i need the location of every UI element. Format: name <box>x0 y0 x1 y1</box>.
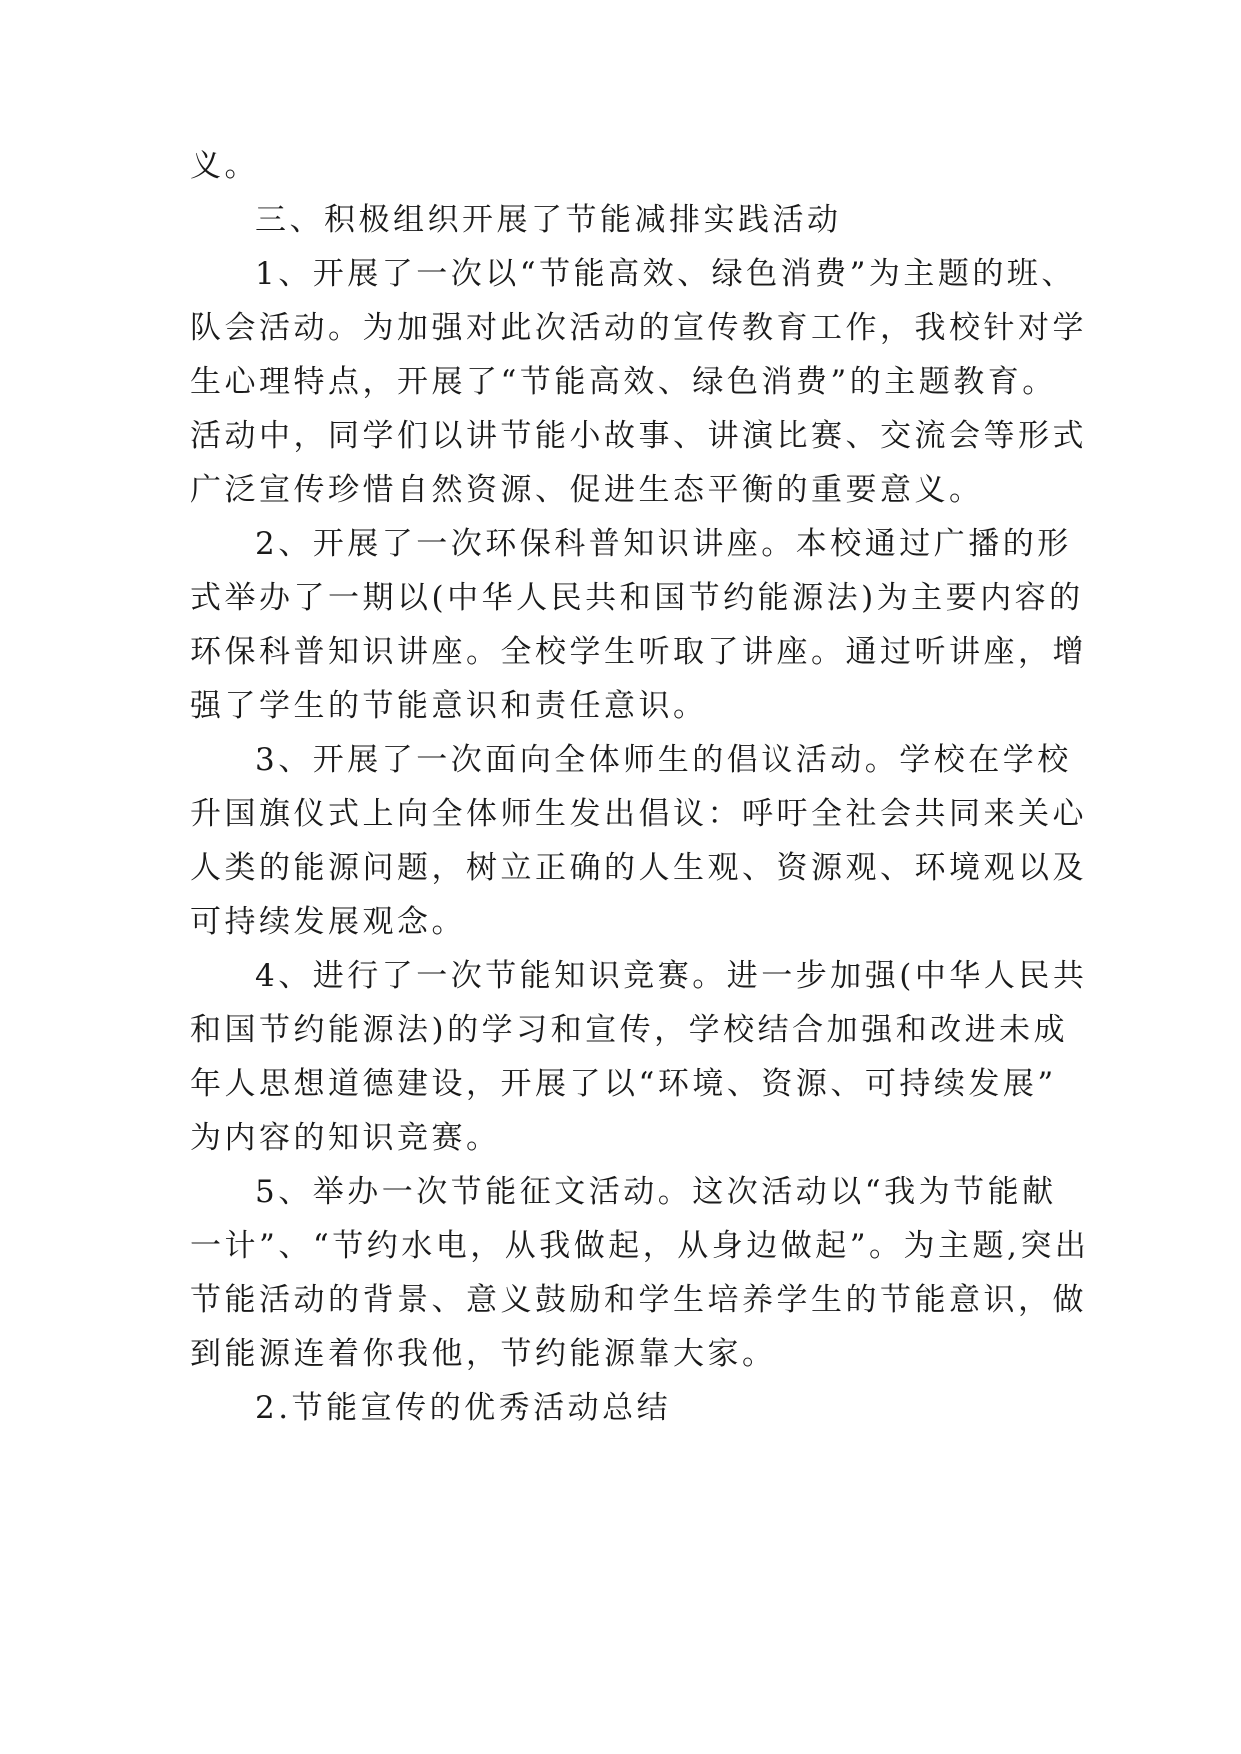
paragraph-line: 可持续发展观念。 <box>190 904 466 940</box>
paragraph-line: 生心理特点，开展了“节能高效、绿色消费”的主题教育。 <box>190 364 1057 400</box>
paragraph-line: 人类的能源问题，树立正确的人生观、资源观、环境观以及 <box>190 850 1087 886</box>
paragraph-line: 4、进行了一次节能知识竞赛。进一步加强(中华人民共 <box>255 958 1088 994</box>
paragraph-line: 广泛宣传珍惜自然资源、促进生态平衡的重要意义。 <box>190 472 984 508</box>
paragraph-line: 和国节约能源法)的学习和宣传，学校结合加强和改进未成 <box>190 1012 1069 1048</box>
paragraph-line: 环保科普知识讲座。全校学生听取了讲座。通过听讲座，增 <box>190 634 1087 670</box>
paragraph-line: 强了学生的节能意识和责任意识。 <box>190 688 708 724</box>
paragraph-line: 到能源连着你我他，节约能源靠大家。 <box>190 1336 777 1372</box>
paragraph-line: 升国旗仪式上向全体师生发出倡议：呼吁全社会共同来关心 <box>190 796 1087 832</box>
paragraph-line: 为内容的知识竞赛。 <box>190 1120 501 1156</box>
paragraph-line: 式举办了一期以(中华人民共和国节约能源法)为主要内容的 <box>190 580 1084 616</box>
paragraph-line: 年人思想道德建设，开展了以“环境、资源、可持续发展” <box>190 1066 1057 1102</box>
paragraph-line: 节能活动的背景、意义鼓励和学生培养学生的节能意识，做 <box>190 1282 1087 1318</box>
paragraph-line: 5、举办一次节能征文活动。这次活动以“我为节能献 <box>255 1174 1057 1210</box>
paragraph-line: 队会活动。为加强对此次活动的宣传教育工作，我校针对学 <box>190 310 1087 346</box>
section-heading: 三、积极组织开展了节能减排实践活动 <box>255 202 842 238</box>
paragraph-line: 2、开展了一次环保科普知识讲座。本校通过广播的形 <box>255 526 1072 562</box>
paragraph-line: 活动中，同学们以讲节能小故事、讲演比赛、交流会等形式 <box>190 418 1087 454</box>
paragraph-line: 一计”、“节约水电，从我做起，从身边做起”。为主题,突出 <box>190 1228 1090 1264</box>
text-line: 义。 <box>190 148 259 184</box>
paragraph-line: 3、开展了一次面向全体师生的倡议活动。学校在学校 <box>255 742 1072 778</box>
section-heading: 2.节能宣传的优秀活动总结 <box>255 1390 672 1426</box>
paragraph-line: 1、开展了一次以“节能高效、绿色消费”为主题的班、 <box>255 256 1076 292</box>
